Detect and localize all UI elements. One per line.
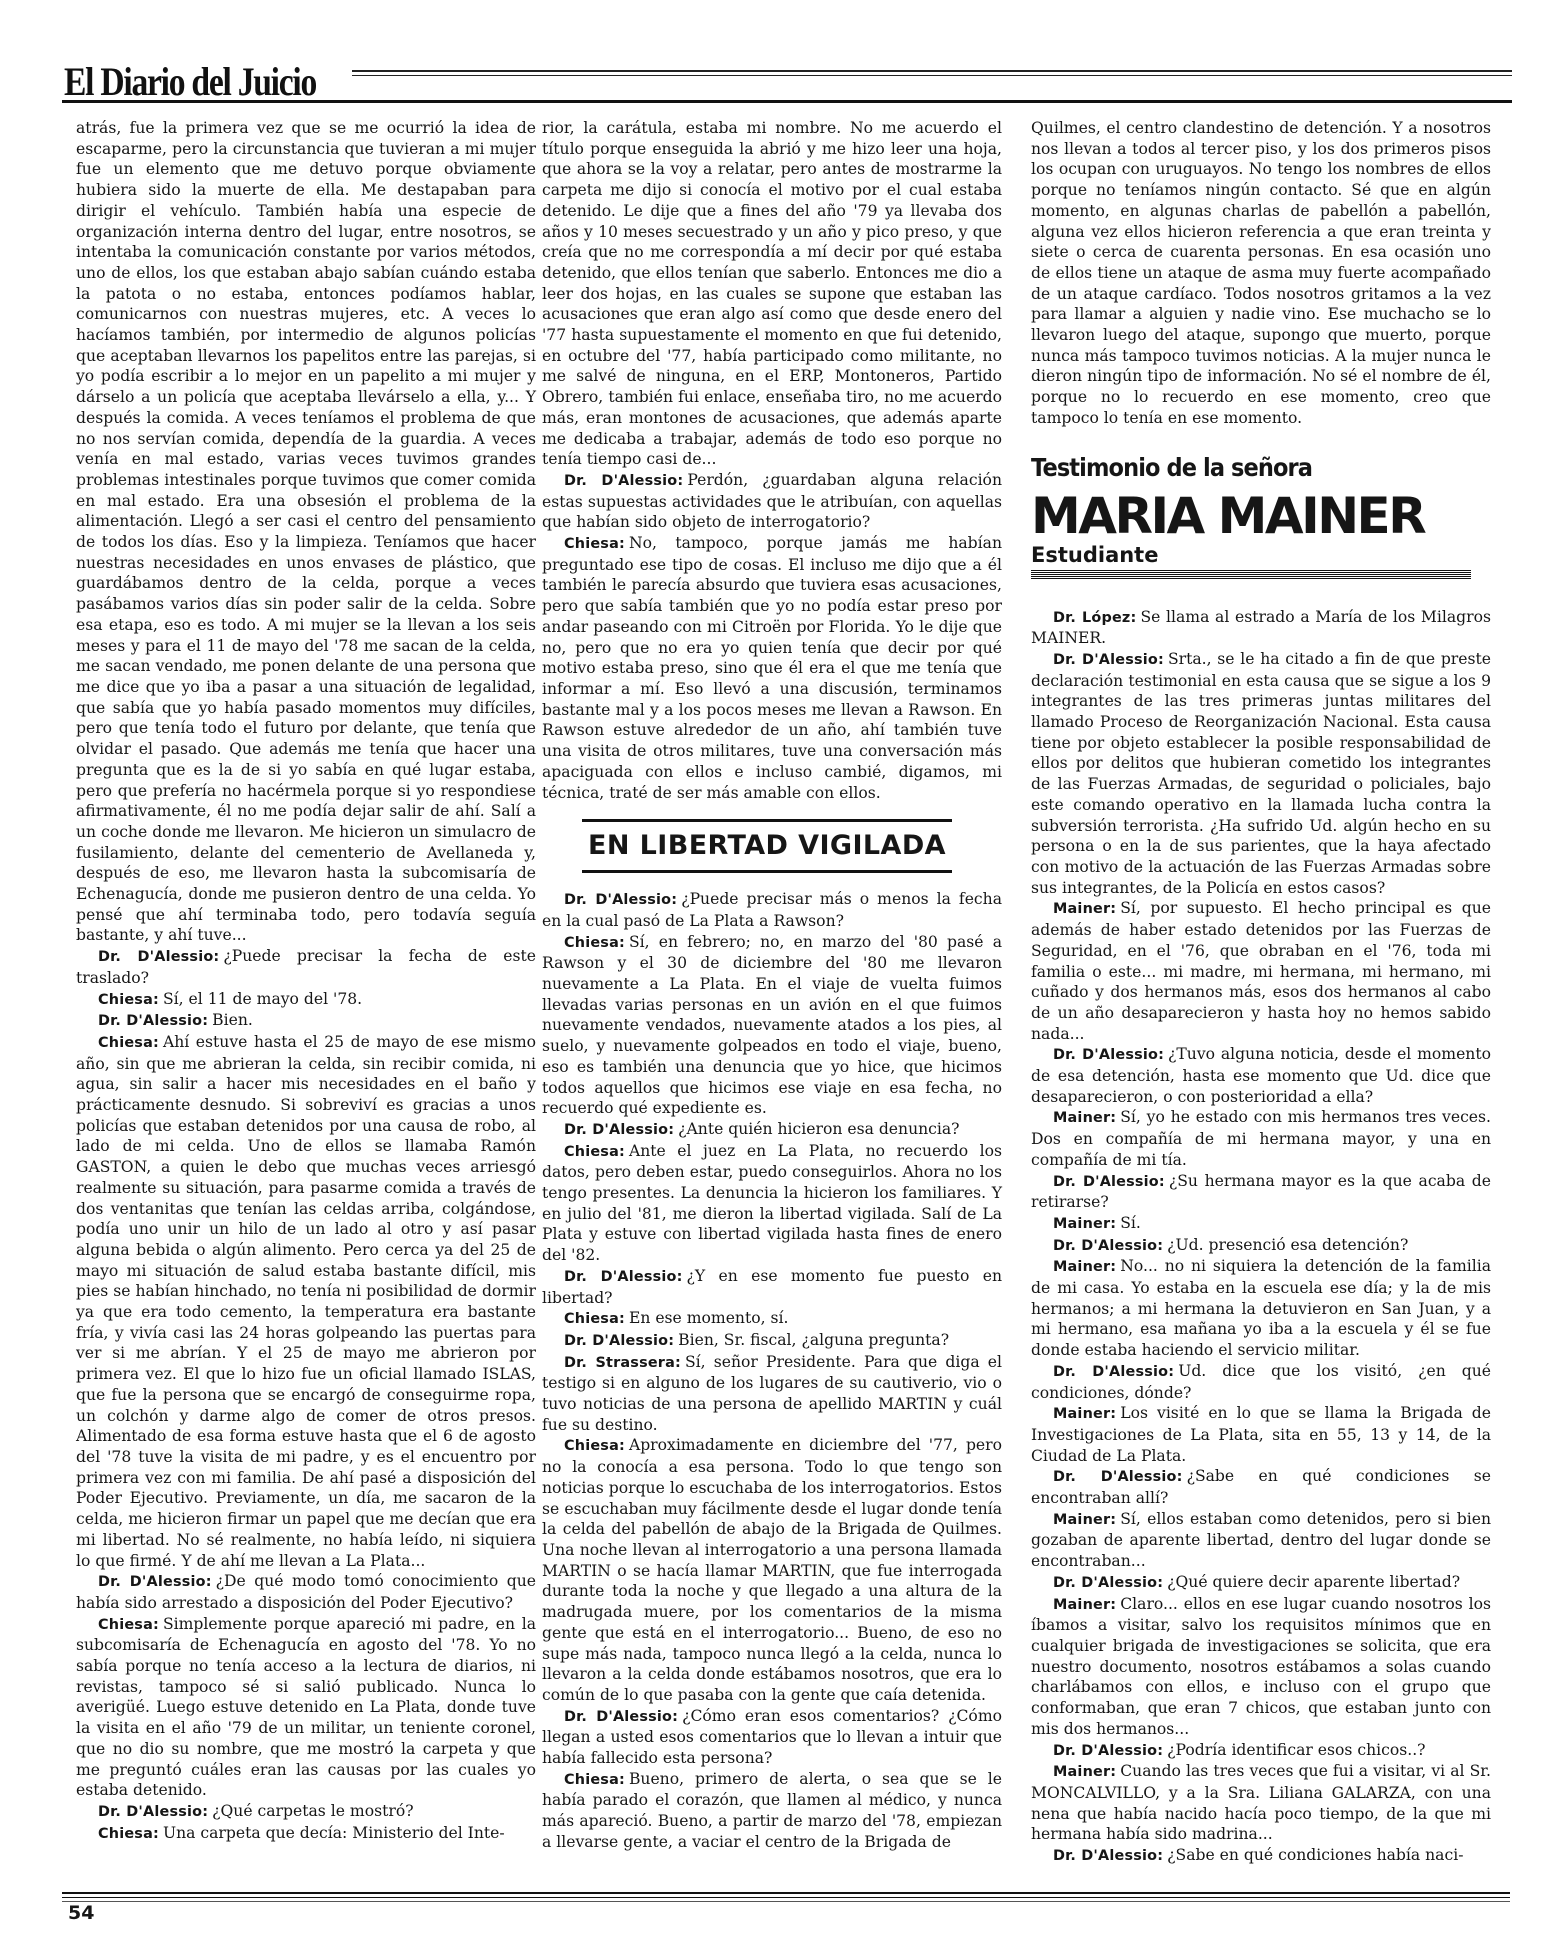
speaker-label: Dr. D'Alessio: xyxy=(564,472,684,489)
speaker-label: Dr. D'Alessio: xyxy=(1053,1173,1165,1190)
speech-text: No... no ni siquiera la detención de la familia de mi casa. Yo estaba en la escuela ese día; y la de mis hermanos; a mi hermana la detuvieron en San Juan, y a mi hermano, esa mañana yo iba a la escuela y él se fue donde estaba haciendo el servicio militar. xyxy=(1031,1257,1491,1360)
speaker-label: Dr. D'Alessio: xyxy=(98,1803,209,1820)
speech-text: ¿Sabe en qué condiciones había naci- xyxy=(1167,1846,1464,1865)
speaker-label: Dr. D'Alessio: xyxy=(1053,651,1164,668)
exchange xyxy=(1031,898,1491,1044)
speaker-label: Dr. D'Alessio: xyxy=(1053,1848,1164,1865)
exchange xyxy=(1031,1361,1491,1403)
speaker-label: Chiesa: xyxy=(564,536,625,553)
speaker-label: Dr. López: xyxy=(1053,609,1137,626)
occupation-rule xyxy=(1031,569,1471,579)
speaker-label: Dr. D'Alessio: xyxy=(564,1708,679,1725)
speaker-label: Chiesa: xyxy=(564,1438,625,1455)
speaker-label: Chiesa: xyxy=(98,1616,159,1633)
exchange xyxy=(542,1330,1002,1352)
speaker-label: Chiesa: xyxy=(564,1771,625,1788)
paragraph: rior, la carátula, estaba mi nombre. No me acuerdo el título porque enseguida la abrió y me hizo leer una hoja, que ahora se la voy a relatar, pero antes de mostrarme la carpeta me dijo si conocía el motivo por el cual estaba detenido. Le dije que a fines del año '79 ya llevaba dos años y 10 meses secuestrado y un año y pico preso, y que creía que no me correspondía a mí decir por qué estaba detenido, que ellos tenían que saberlo. Entonces me dio a leer dos hojas, en las cuales se supone que estaban las acusaciones que eran algo así como que desde enero del '77 hasta supuestamente el momento en que fui detenido, en octubre del '77, había participado como militante, no me salvé de ninguna, en el ERP, Montoneros, Partido Obrero, también fui enlace, enseñaba tiro, no me acuerdo más, eran montones de acusaciones, que además aparte me dedicaba a trabajar, además de todo eso porque no tenía tiempo casi de... xyxy=(542,119,1002,469)
speech-text: Bien. xyxy=(212,1011,253,1030)
speaker-label: Dr. D'Alessio: xyxy=(1053,1469,1183,1486)
speaker-label: Mainer: xyxy=(1053,1596,1117,1613)
exchange xyxy=(1031,1509,1491,1572)
speech-text: ¿De qué modo tomó conocimiento que había sido arrestado a disposición del Poder Ejecutivo? xyxy=(76,1572,536,1612)
speaker-label: Chiesa: xyxy=(98,1825,159,1842)
exchange xyxy=(1031,1044,1491,1107)
exchange xyxy=(76,1614,536,1801)
testimony-heading: Testimonio de la señora xyxy=(1031,452,1313,482)
exchange xyxy=(76,946,536,988)
speaker-label: Mainer: xyxy=(1053,1110,1117,1127)
speech-text: ¿Y en ese momento fue puesto en libertad? xyxy=(542,1266,1002,1307)
exchange xyxy=(1031,649,1491,898)
speaker-label: Dr. D'Alessio: xyxy=(98,949,220,966)
speech-text: ¿Puede precisar la fecha de este traslado? xyxy=(76,947,536,987)
speaker-label: Mainer: xyxy=(1053,1764,1117,1781)
exchange xyxy=(1031,1572,1491,1594)
exchange xyxy=(542,470,1002,533)
speaker-label: Dr. D'Alessio: xyxy=(1053,1363,1175,1380)
speech-text: Se llama al estrado a María de los Milagros MAINER. xyxy=(1031,607,1491,648)
publication-title: El Diario del Juicio xyxy=(64,59,316,104)
exchange xyxy=(542,1266,1002,1308)
exchange xyxy=(1031,1845,1491,1867)
footer-rule-hairline xyxy=(62,1901,1510,1902)
exchange xyxy=(542,1435,1002,1705)
speech-text: ¿Qué carpetas le mostró? xyxy=(212,1801,414,1820)
exchange xyxy=(542,1769,1002,1853)
footer-rule xyxy=(62,1892,1510,1894)
speaker-label: Mainer: xyxy=(1053,1259,1117,1276)
speech-text: Sí, el 11 de mayo del '78. xyxy=(162,989,363,1008)
masthead-rule-thin xyxy=(352,75,1512,76)
exchange xyxy=(542,932,1002,1119)
speaker-label: Dr. D'Alessio: xyxy=(564,1268,683,1285)
section-subhead: EN LIBERTAD VIGILADA xyxy=(582,819,952,873)
exchange xyxy=(76,1801,536,1823)
exchange xyxy=(1031,1235,1491,1257)
speech-text: Ud. dice que los visitó, ¿en qué condiciones, dónde? xyxy=(1031,1361,1492,1402)
speaker-label: Chiesa: xyxy=(564,934,625,951)
exchange xyxy=(1031,1213,1491,1235)
witness-occupation: Estudiante xyxy=(1031,542,1159,567)
speech-text: ¿Ante quién hicieron esa denuncia? xyxy=(678,1119,960,1138)
masthead-underline xyxy=(62,100,1512,103)
exchange xyxy=(76,1571,536,1613)
speech-text: Simplemente porque apareció mi padre, en la subcomisaría de Echenagucía en agosto del '78. Yo no sabía porque no tenía acceso a la lectura de diarios, ni revistas, tampoco sé si salió publicado. Nunca lo averigüé. Luego estuve detenido en La Plata, donde tuve la visita en el año '79 de un militar, un teniente coronel, que no dio su nombre, que me mostró la carpeta y que me preguntó cuáles eran las causas por las cuales yo estaba detenido. xyxy=(76,1614,536,1800)
paragraph: Quilmes, el centro clandestino de detención. Y a nosotros nos llevan a todos al tercer piso, y los dos primeros pisos los ocupan con uruguayos. No tengo los nombres de ellos porque no teníamos ningún contacto. Sé que en algún momento, en algunas charlas de pabellón a pabellón, alguna vez ellos hicieron referencia a que eran treinta y siete o cerca de cuarenta personas. En esa ocasión uno de ellos tiene un ataque de asma muy fuerte acompañado de un ataque cardíaco. Todos nosotros gritamos a la vez para llamar a alguien y nadie vino. Ese muchacho se lo llevaron luego del ataque, supongo que muerto, porque nunca más tampoco tuvimos noticias. A la mujer nunca le dieron ningún tipo de información. No sé el nombre de él, porque no lo recuerdo en ese momento, creo que tampoco lo tenía en ese momento. xyxy=(1031,119,1491,427)
exchange xyxy=(1031,1740,1491,1762)
paragraph: atrás, fue la primera vez que se me ocurrió la idea de escaparme, pero la circunstancia que tuvieran a mi mujer fue un elemento que me detuvo porque obviamente hubiera sido la muerte de ella. Me destapaban para dirigir el vehículo. También había una especie de organización interna dentro del lugar, entre nosotros, se intentaba la comunicación constante por varios métodos, uno de ellos, los que estaban abajo sabían cuándo estaba la patota o no estaba, entonces podíamos hablar, comunicarnos con nuestras mujeres, etc. A veces lo hacíamos también, por intermedio de algunos policías que aceptaban llevarnos los papelitos entre las parejas, si yo podía escribir a lo mejor en un papelito a mi mujer y dárselo a un policía que aceptaba llevárselo a ella, y... Y después la comida. A veces teníamos el problema de que no nos servían comida, dependía de la guardia. A veces venía en mal estado, varias veces tuvimos grandes problemas intestinales porque tuvimos que comer comida en mal estado. Era una obsesión el problema de la alimentación. Llegó a ser casi el centro del pensamiento de todos los días. Eso y la limpieza. Teníamos que hacer nuestras necesidades en unos envases de plástico, que guardábamos dentro de la celda, porque a veces pasábamos varios días sin poder salir de la celda. Sobre esa etapa, eso es todo. A mi mujer se la llevan a los seis meses y para el 11 de mayo del '78 me sacan de la celda, me sacan vendado, me ponen delante de una persona que me dice que yo iba a pasar a una situación de legalidad, que sabía que yo había pasado momentos muy difíciles, pero que tenía todo el futuro por delante, que tenía que olvidar el pasado. Que además me tenía que hacer una pregunta que es la de si yo sabía en qué lugar estaba, pero que prefería no hacérmela porque si yo respondiese afirmativamente, él no me podía dejar salir de ahí. Salí a un coche donde me llevaron. Me hicieron un simulacro de fusilamiento, delante del cementerio de Avellaneda y, después de eso, me llevaron hasta la subcomisaría de Echenagucía, donde me pusieron dentro de una celda. Yo pensé que ahí terminaba todo, pero todavía seguía bastante, y ahí tuve... xyxy=(76,119,536,945)
speech-text: Una carpeta que decía: Ministerio del Inte- xyxy=(162,1823,505,1842)
speech-text: Sí, en febrero; no, en marzo del '80 pasé a Rawson y el 30 de diciembre del '80 me llevaron nuevamente a La Plata. En el viaje de vuelta fuimos llevadas varias personas en un avión en el que fuimos nuevamente vendados, nuevamente atados a los pies, al suelo, y nuevamente golpeados en todo el viaje, bueno, eso es también una denuncia que yo hice, que hicimos todos aquellos que hicimos ese viaje en esa fecha, no recuerdo qué expediente es. xyxy=(542,932,1002,1118)
masthead-rule xyxy=(352,70,1512,72)
speaker-label: Mainer: xyxy=(1053,1406,1117,1423)
exchange xyxy=(542,533,1002,803)
exchange xyxy=(1031,1256,1491,1361)
speaker-label: Dr. D'Alessio: xyxy=(1053,1742,1164,1759)
speech-text: Sí, por supuesto. El hecho principal es que además de haber estado detenidos por las Fuerzas de Seguridad, en el '76, que obraban en el '76, toda mi familia o este... mi madre, mi hermana, mi hermano, mi cuñado y dos hermanos más, esos dos hermanos al cabo de un año desaparecieron y hasta hoy no hemos sabido nada... xyxy=(1031,899,1491,1043)
exchange xyxy=(76,1823,536,1845)
speaker-label: Dr. D'Alessio: xyxy=(564,1121,675,1138)
exchange xyxy=(1031,607,1491,649)
speaker-label: Dr. D'Alessio: xyxy=(1053,1237,1164,1254)
speech-text: Cuando las tres veces que fui a visitar, vi al Sr. MONCALVILLO, y a la Sra. Liliana GALARZA, con una nena que había nacido hacía poco tiempo, de la que mi hermana había sido madrina... xyxy=(1031,1762,1491,1844)
speaker-label: Mainer: xyxy=(1053,901,1117,918)
speech-text: ¿Podría identificar esos chicos..? xyxy=(1167,1740,1426,1759)
speech-text: En ese momento, sí. xyxy=(628,1309,789,1328)
exchange xyxy=(1031,1594,1491,1740)
exchange xyxy=(542,1141,1002,1266)
speaker-label: Chiesa: xyxy=(564,1143,625,1160)
speaker-label: Chiesa: xyxy=(564,1311,625,1328)
exchange xyxy=(76,1032,536,1571)
speech-text: Sí, señor Presidente. Para que diga el testigo si en alguno de los lugares de su cautiverio, vio o tuvo noticias de una persona de apellido MARTIN y cuál fue su destino. xyxy=(542,1352,1002,1434)
exchange xyxy=(1031,1466,1491,1508)
speaker-label: Dr. D'Alessio: xyxy=(1053,1047,1165,1064)
speech-text: No, tampoco, porque jamás me habían preguntado ese tipo de cosas. El incluso me dijo que a él también le parecía absurdo que tuviera esas acusaciones, pero que sabía también que yo no podía estar preso por andar paseando con mi Citroën por Florida. Yo le dije que no, pero que no era yo quien tenía que decir por qué motivo estaba preso, sino que él era el que me tenía que informar a mí. Eso llevó a una discusión, terminamos bastante mal y a los pocos meses me llevan a Rawson. En Rawson estuve alrededor de un año, ahí también tuve una visita de otros militares, tuve una conversación más apaciguada con ellos e incluso cambié, digamos, mi técnica, traté de ser más amable con ellos. xyxy=(542,534,1002,802)
footer-rule-thin xyxy=(62,1897,1510,1898)
exchange xyxy=(76,989,536,1011)
speech-text: Bueno, primero de alerta, o sea que se le había parado el corazón, que llamen al médico, y nunca más apareció. Bueno, a partir de marzo del '78, empiezan a llevarse gente, a vaciar el centro de la Brigada de xyxy=(542,1769,1002,1851)
speaker-label: Chiesa: xyxy=(98,991,159,1008)
speech-text: Sí. xyxy=(1120,1213,1141,1232)
witness-name: MARIA MAINER xyxy=(1031,486,1425,545)
speech-text: ¿Puede precisar más o menos la fecha en la cual pasó de La Plata a Rawson? xyxy=(542,890,1002,930)
speech-text: Sí, yo he estado con mis hermanos tres veces. Dos en compañía de mi hermana mayor, y una en compañía de mi tía. xyxy=(1031,1108,1491,1169)
speech-text: ¿Tuvo alguna noticia, desde el momento de esa detención, hasta ese momento que Ud. dice que desaparecieron, o con posterioridad a ella? xyxy=(1031,1045,1492,1106)
speech-text: ¿Su hermana mayor es la que acaba de retirarse? xyxy=(1031,1171,1491,1212)
speaker-label: Dr. D'Alessio: xyxy=(98,1574,212,1591)
speech-text: ¿Ud. presenció esa detención? xyxy=(1167,1235,1409,1254)
speech-text: Srta., se le ha citado a fin de que preste declaración testimonial en esta causa que se sigue a los 9 integrantes de las tres primeras juntas militares del llamado Proceso de Reorganización Nacional. Esta causa tiene por objeto establecer la posible responsabilidad de ellos por delitos que hubieran cometido los integrantes de las Fuerzas Armadas, de seguridad o policiales, bajo este comando operativo en la llamada lucha contra la subversión terrorista. ¿Ha sufrido Ud. algún hecho en su persona o en la de sus parientes, que la haya afectado con motivo de la actuación de las Fuerzas Armadas sobre sus integrantes, de la Policía en estos casos? xyxy=(1031,649,1491,897)
exchange xyxy=(76,1010,536,1032)
speaker-label: Dr. D'Alessio: xyxy=(1053,1574,1164,1591)
exchange xyxy=(542,889,1002,931)
speaker-label: Dr. Strassera: xyxy=(564,1354,681,1371)
speech-text: Sí, ellos estaban como detenidos, pero si bien gozaban de aparente libertad, dentro del lugar donde se encontraban... xyxy=(1031,1509,1491,1571)
speech-text: Ante el juez en La Plata, no recuerdo los datos, pero deben estar, puedo conseguirlos. Ahora no los tengo presentes. La denuncia la hicieron los familiares. Y en julio del '81, me dieron la libertad vigilada. Salí de La Plata y estuve con libertad vigilada hasta fines de enero del '82. xyxy=(542,1141,1002,1265)
speech-text: Aproximadamente en diciembre del '77, pero no la conocía a esa persona. Todo lo que tengo son noticias porque lo escuchaba de los interrogatorios. Estos se escuchaban muy fácilmente desde el lugar donde tenía la celda del pabellón de abajo de la Brigada de Quilmes. Una noche llevan al interrogatorio a una persona llamada MARTIN o se hacía llamar MARTIN, que fue interrogada durante toda la noche y que llegado a una altura de la madrugada muere, por los comentarios de la misma gente que está en el interrogatorio... Bueno, de eso no supe más nada, tampoco nunca llegó a la celda, nunca lo llevaron a la celda donde estábamos nosotros, que era lo común de lo que pasaba con la gente que caía detenida. xyxy=(542,1436,1002,1704)
exchange xyxy=(542,1706,1002,1769)
speech-text: Claro... ellos en ese lugar cuando nosotros los íbamos a visitar, salvo los requisitos mínimos que en cualquier brigada de investigaciones se solicita, que era nuestro documento, nosotros estábamos a solas cuando charlábamos con ellos, e incluso con el grupo que conformaban, que eran 7 chicos, que estaban junto con mis dos hermanos... xyxy=(1031,1594,1491,1738)
speaker-label: Dr. D'Alessio: xyxy=(98,1013,209,1030)
speaker-label: Mainer: xyxy=(1053,1215,1117,1232)
speaker-label: Dr. D'Alessio: xyxy=(564,1332,675,1349)
exchange xyxy=(1031,1171,1491,1213)
page-number: 54 xyxy=(68,1902,95,1924)
speech-text: Bien, Sr. fiscal, ¿alguna pregunta? xyxy=(678,1330,950,1349)
speech-text: ¿Sabe en qué condiciones se encontraban allí? xyxy=(1031,1467,1491,1508)
article-column-2 xyxy=(542,118,1002,1853)
speech-text: ¿Qué quiere decir aparente libertad? xyxy=(1167,1572,1461,1591)
exchange xyxy=(542,1352,1002,1436)
exchange xyxy=(1031,1403,1491,1466)
article-column-1 xyxy=(76,118,536,1844)
speech-text: Perdón, ¿guardaban alguna relación estas supuestas actividades que le atribuían, con aquellas que habían sido objeto de interrogatorio? xyxy=(542,470,1002,532)
masthead xyxy=(62,58,1512,104)
exchange xyxy=(1031,1761,1491,1845)
article-column-3 xyxy=(1031,118,1491,1867)
speech-text: Los visité en lo que se llama la Brigada de Investigaciones de La Plata, sita en 55, 13 y 14, de la Ciudad de La Plata. xyxy=(1031,1404,1491,1465)
speech-text: Ahí estuve hasta el 25 de mayo de ese mismo año, sin que me abrieran la celda, sin recibir comida, ni agua, sin salir a hacer mis necesidades en el baño y prácticamente desnudo. Si sobreviví es gracias a unos policías que estaban detenidos por una causa de robo, al lado de mi celda. Uno de ellos se llamaba Ramón GASTON, a quien le debo que muchas veces arriesgó realmente su situación, para pasarme comida a través de dos ventanitas que tenían las celdas arriba, colgándose, podía uno unir un hilo de un lado al otro y así pasar alguna bebida o algún alimento. Pero cerca ya del 25 de mayo mi situación de salud estaba bastante difícil, mis pies se habían hinchado, no tenía ni posibilidad de dormir ya que era todo cemento, la temperatura era bastante fría, y vivía casi las 24 horas golpeando las puertas para ver si me abrían. Y el 25 de mayo me abrieron por primera vez. El que lo hizo fue un oficial llamado ISLAS, que fue la persona que se encargó de conseguirme ropa, un colchón y darme algo de comer de otros presos. Alimentado de esa forma estuve hasta que el 6 de agosto del '78 tuve la visita de mi padre, y es el encuentro por primera vez con mi familia. De ahí pasé a disposición del Poder Ejecutivo. Previamente, un día, me sacaron de la celda, me hicieron firmar un papel que me decían que era mi libertad. No sé realmente, no había leído, ni siquiera lo que firmé. Y de ahí me llevan a La Plata... xyxy=(76,1032,536,1570)
exchange xyxy=(542,1119,1002,1141)
speaker-label: Chiesa: xyxy=(98,1034,159,1051)
speaker-label: Dr. D'Alessio: xyxy=(564,892,678,909)
speaker-label: Mainer: xyxy=(1053,1511,1117,1528)
exchange xyxy=(542,1308,1002,1330)
exchange xyxy=(1031,1107,1491,1170)
speech-text: ¿Cómo eran esos comentarios? ¿Cómo llegan a usted esos comentarios que lo llevan a intuir que había fallecido esta persona? xyxy=(542,1706,1003,1768)
